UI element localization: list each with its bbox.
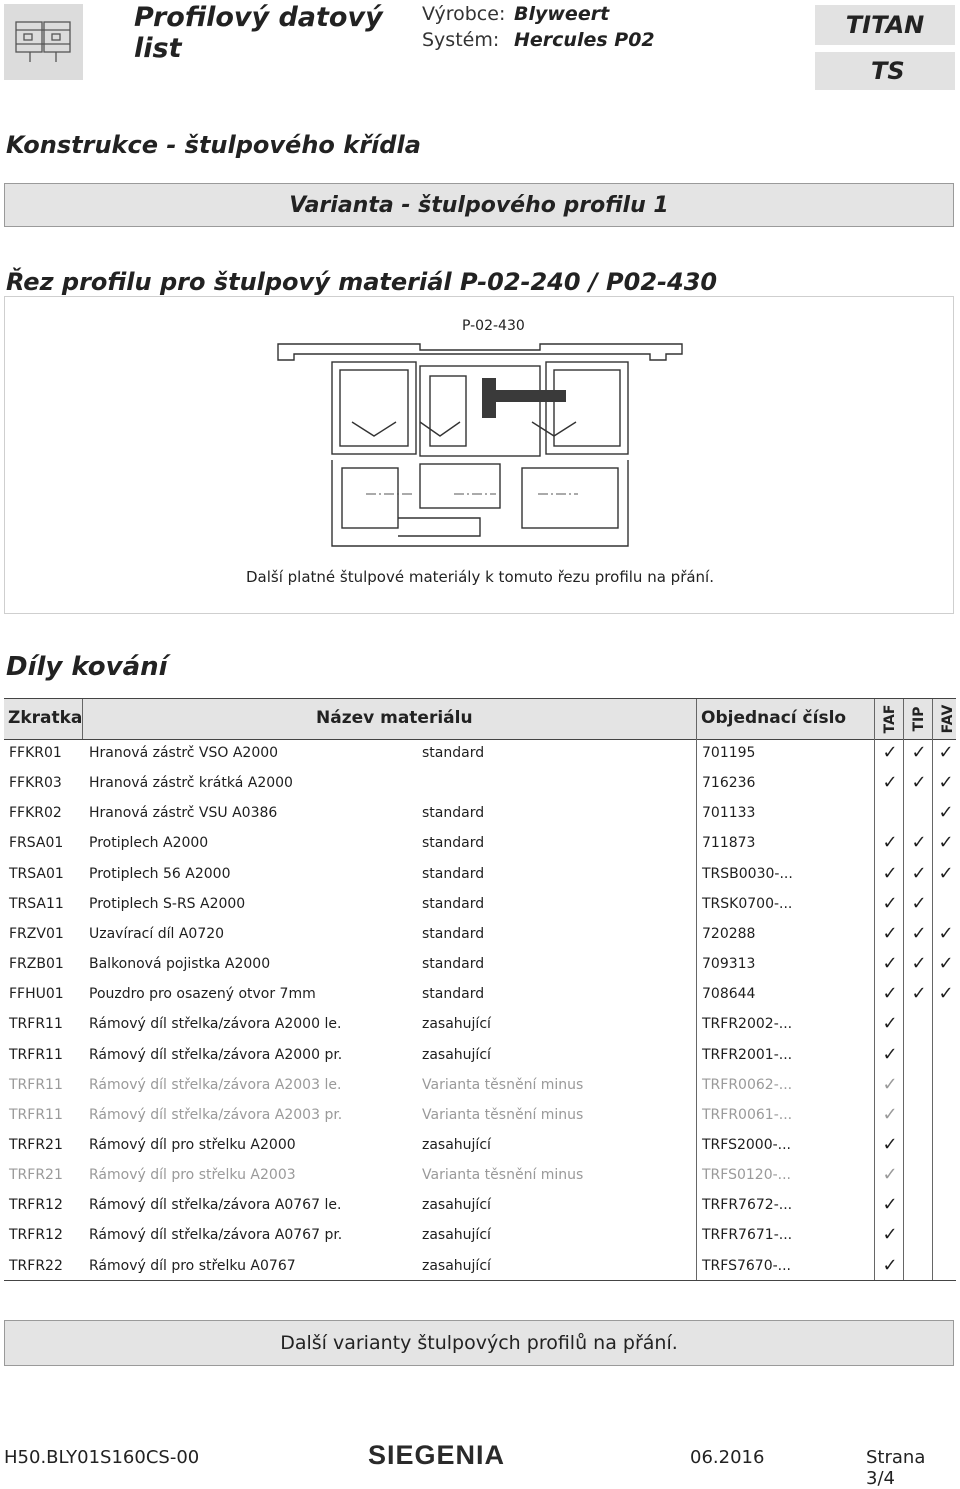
table-row	[4, 1130, 956, 1160]
part-type: zasahující	[422, 1016, 491, 1032]
part-type: standard	[422, 986, 485, 1002]
taf-check-icon: ✓	[882, 1194, 898, 1215]
fav-check-icon: ✓	[938, 863, 954, 884]
drawing-note: Další platné štulpové materiály k tomuto řezu profilu na přání.	[245, 568, 714, 586]
order-number: TRFR2002-...	[702, 1016, 793, 1032]
fav-check-icon: ✓	[938, 923, 954, 944]
part-type: zasahující	[422, 1258, 491, 1274]
part-type: zasahující	[422, 1227, 491, 1243]
tip-check-icon: ✓	[911, 772, 927, 793]
part-name: Pouzdro pro osazený otvor 7mm	[89, 986, 316, 1002]
tip-check-icon: ✓	[911, 832, 927, 853]
fav-check-icon	[936, 1220, 956, 1250]
order-number: TRSB0030-...	[702, 866, 793, 882]
taf-check-icon: ✓	[882, 772, 898, 793]
part-code: TRFR21	[9, 1137, 63, 1153]
profile-thumbnail-icon	[4, 4, 83, 80]
fav-check-icon: ✓	[938, 802, 954, 823]
part-code: TRFR12	[9, 1197, 63, 1213]
fav-check-icon: ✓	[938, 742, 954, 763]
more-variants-note: Další varianty štulpových profilů na přání.	[4, 1320, 954, 1366]
system-label: Systém:	[422, 29, 500, 51]
part-code: FFKR01	[9, 745, 62, 761]
table-row	[4, 1009, 956, 1039]
column-header-tip: TIP	[911, 706, 927, 732]
table-row	[4, 949, 956, 979]
fav-check-icon	[936, 1251, 956, 1281]
part-code: FRZB01	[9, 956, 64, 972]
table-row	[4, 1190, 956, 1220]
part-code: FFKR02	[9, 805, 62, 821]
part-name: Protiplech 56 A2000	[89, 866, 231, 882]
order-number: 720288	[702, 926, 756, 942]
tip-check-icon: ✓	[911, 742, 927, 763]
taf-check-icon: ✓	[882, 893, 898, 914]
part-name: Rámový díl střelka/závora A2003 pr.	[89, 1107, 343, 1123]
fav-check-icon: ✓	[938, 953, 954, 974]
tip-check-icon	[907, 1040, 931, 1070]
part-name: Rámový díl pro střelku A2000	[89, 1137, 296, 1153]
tip-check-icon	[907, 1100, 931, 1130]
order-number: TRFS0120-...	[702, 1167, 792, 1183]
fav-check-icon: ✓	[938, 772, 954, 793]
tip-check-icon: ✓	[911, 953, 927, 974]
taf-check-icon: ✓	[882, 1134, 898, 1155]
column-header-order: Objednací číslo	[701, 708, 847, 728]
table-row	[4, 889, 956, 919]
tip-check-icon: ✓	[911, 863, 927, 884]
fav-check-icon	[936, 1160, 956, 1190]
part-name: Rámový díl střelka/závora A0767 pr.	[89, 1227, 343, 1243]
fav-check-icon	[936, 1009, 956, 1039]
hardware-parts-heading: Díly kování	[6, 652, 168, 682]
part-name: Rámový díl pro střelku A0767	[89, 1258, 296, 1274]
drawing-label: P-02-430	[462, 318, 525, 334]
part-code: TRFR11	[9, 1107, 63, 1123]
table-row	[4, 1251, 956, 1281]
part-name: Protiplech S-RS A2000	[89, 896, 246, 912]
tip-check-icon: ✓	[911, 893, 927, 914]
taf-check-icon: ✓	[882, 832, 898, 853]
taf-check-icon: ✓	[882, 923, 898, 944]
table-row	[4, 828, 956, 858]
table-bottom-rule	[4, 1280, 956, 1281]
part-name: Rámový díl střelka/závora A0767 le.	[89, 1197, 342, 1213]
table-row	[4, 1220, 956, 1250]
taf-check-icon: ✓	[882, 983, 898, 1004]
profile-cross-section-drawing	[270, 336, 690, 548]
part-code: TRFR22	[9, 1258, 63, 1274]
part-name: Protiplech A2000	[89, 835, 209, 851]
order-number: 701133	[702, 805, 756, 821]
part-code: FFKR03	[9, 775, 62, 791]
part-type: Varianta těsnění minus	[422, 1077, 584, 1093]
tip-check-icon	[907, 1130, 931, 1160]
order-number: 711873	[702, 835, 756, 851]
manufacturer-value: Blyweert	[514, 3, 610, 25]
part-type: Varianta těsnění minus	[422, 1107, 584, 1123]
part-type: standard	[422, 956, 485, 972]
taf-check-icon: ✓	[882, 1074, 898, 1095]
column-header-name: Název materiálu	[316, 708, 473, 728]
variant-title-bar: Varianta - štulpového profilu 1	[4, 183, 954, 227]
taf-check-icon: ✓	[882, 1255, 898, 1276]
tip-check-icon	[907, 1251, 931, 1281]
profile-thumbnail-logo	[4, 4, 83, 80]
part-name: Rámový díl střelka/závora A2003 le.	[89, 1077, 342, 1093]
order-number: TRFR0061-...	[702, 1107, 793, 1123]
table-row	[4, 798, 956, 828]
fav-check-icon	[936, 889, 956, 919]
fav-check-icon	[936, 1040, 956, 1070]
part-name: Balkonová pojistka A2000	[89, 956, 271, 972]
taf-check-icon: ✓	[882, 1044, 898, 1065]
taf-check-icon: ✓	[882, 1224, 898, 1245]
order-number: 708644	[702, 986, 756, 1002]
column-header-code: Zkratka	[8, 708, 83, 728]
tip-check-icon	[907, 1070, 931, 1100]
order-number: 716236	[702, 775, 756, 791]
fav-check-icon	[936, 1100, 956, 1130]
footer-date: 06.2016	[690, 1447, 765, 1468]
order-number: TRFR7672-...	[702, 1197, 793, 1213]
part-code: TRFR11	[9, 1047, 63, 1063]
part-code: FRZV01	[9, 926, 64, 942]
part-type: standard	[422, 745, 485, 761]
tip-check-icon: ✓	[911, 923, 927, 944]
part-type: standard	[422, 835, 485, 851]
table-header	[4, 698, 956, 740]
part-code: FRSA01	[9, 835, 64, 851]
fav-check-icon	[936, 1190, 956, 1220]
part-code: TRSA11	[9, 896, 64, 912]
table-row	[4, 768, 956, 798]
part-name: Hranová zástrč krátká A2000	[89, 775, 293, 791]
tip-check-icon	[907, 798, 931, 828]
part-type: zasahující	[422, 1047, 491, 1063]
system-value: Hercules P02	[514, 29, 655, 51]
tip-check-icon	[907, 1190, 931, 1220]
manufacturer-label: Výrobce:	[422, 3, 506, 25]
fav-check-icon	[936, 1130, 956, 1160]
tip-check-icon: ✓	[911, 983, 927, 1004]
order-number: TRFR0062-...	[702, 1077, 793, 1093]
part-code: TRFR21	[9, 1167, 63, 1183]
fav-check-icon: ✓	[938, 832, 954, 853]
table-row	[4, 738, 956, 768]
footer-page-number: Strana 3/4	[866, 1447, 926, 1489]
part-name: Hranová zástrč VSO A2000	[89, 745, 279, 761]
taf-check-icon: ✓	[882, 1164, 898, 1185]
fav-check-icon	[936, 1070, 956, 1100]
fav-check-icon: ✓	[938, 983, 954, 1004]
order-number: TRFR2001-...	[702, 1047, 793, 1063]
taf-check-icon	[878, 798, 902, 828]
part-type: standard	[422, 926, 485, 942]
column-header-fav: FAV	[940, 704, 956, 734]
part-code: TRFR11	[9, 1016, 63, 1032]
part-type: standard	[422, 805, 485, 821]
product-variant-badge: TS	[815, 52, 955, 90]
tip-check-icon	[907, 1220, 931, 1250]
table-row	[4, 979, 956, 1009]
part-type: standard	[422, 896, 485, 912]
part-name: Rámový díl střelka/závora A2000 le.	[89, 1016, 342, 1032]
table-row	[4, 919, 956, 949]
taf-check-icon: ✓	[882, 1104, 898, 1125]
order-number: 709313	[702, 956, 756, 972]
tip-check-icon	[907, 1160, 931, 1190]
footer-document-id: H50.BLY01S160CS-00	[4, 1447, 200, 1468]
order-number: 701195	[702, 745, 756, 761]
order-number: TRFR7671-...	[702, 1227, 793, 1243]
table-row	[4, 1100, 956, 1130]
column-header-taf: TAF	[882, 704, 898, 734]
part-name: Rámový díl pro střelku A2003	[89, 1167, 296, 1183]
part-type: zasahující	[422, 1137, 491, 1153]
taf-check-icon: ✓	[882, 863, 898, 884]
part-type: zasahující	[422, 1197, 491, 1213]
tip-check-icon	[907, 1009, 931, 1039]
part-name: Rámový díl střelka/závora A2000 pr.	[89, 1047, 343, 1063]
part-name: Hranová zástrč VSU A0386	[89, 805, 278, 821]
taf-check-icon: ✓	[882, 742, 898, 763]
taf-check-icon: ✓	[882, 1013, 898, 1034]
part-name: Uzavírací díl A0720	[89, 926, 225, 942]
table-row	[4, 1160, 956, 1190]
profile-section-heading: Řez profilu pro štulpový materiál P-02-240 / P02-430	[6, 268, 718, 296]
document-title: Profilový datový list	[134, 2, 383, 64]
column-divider	[82, 699, 83, 739]
part-code: TRFR12	[9, 1227, 63, 1243]
taf-check-icon: ✓	[882, 953, 898, 974]
order-number: TRFS2000-...	[702, 1137, 792, 1153]
siegenia-logo: SIEGENIA	[368, 1440, 506, 1470]
part-type: Varianta těsnění minus	[422, 1167, 584, 1183]
order-number: TRFS7670-...	[702, 1258, 792, 1274]
part-code: FFHU01	[9, 986, 64, 1002]
part-type: standard	[422, 866, 485, 882]
table-row	[4, 859, 956, 889]
order-number: TRSK0700-...	[702, 896, 793, 912]
part-code: TRSA01	[9, 866, 64, 882]
product-line-badge: TITAN	[815, 5, 955, 45]
construction-heading: Konstrukce - štulpového křídla	[6, 131, 421, 159]
table-row	[4, 1070, 956, 1100]
table-row	[4, 1040, 956, 1070]
part-code: TRFR11	[9, 1077, 63, 1093]
